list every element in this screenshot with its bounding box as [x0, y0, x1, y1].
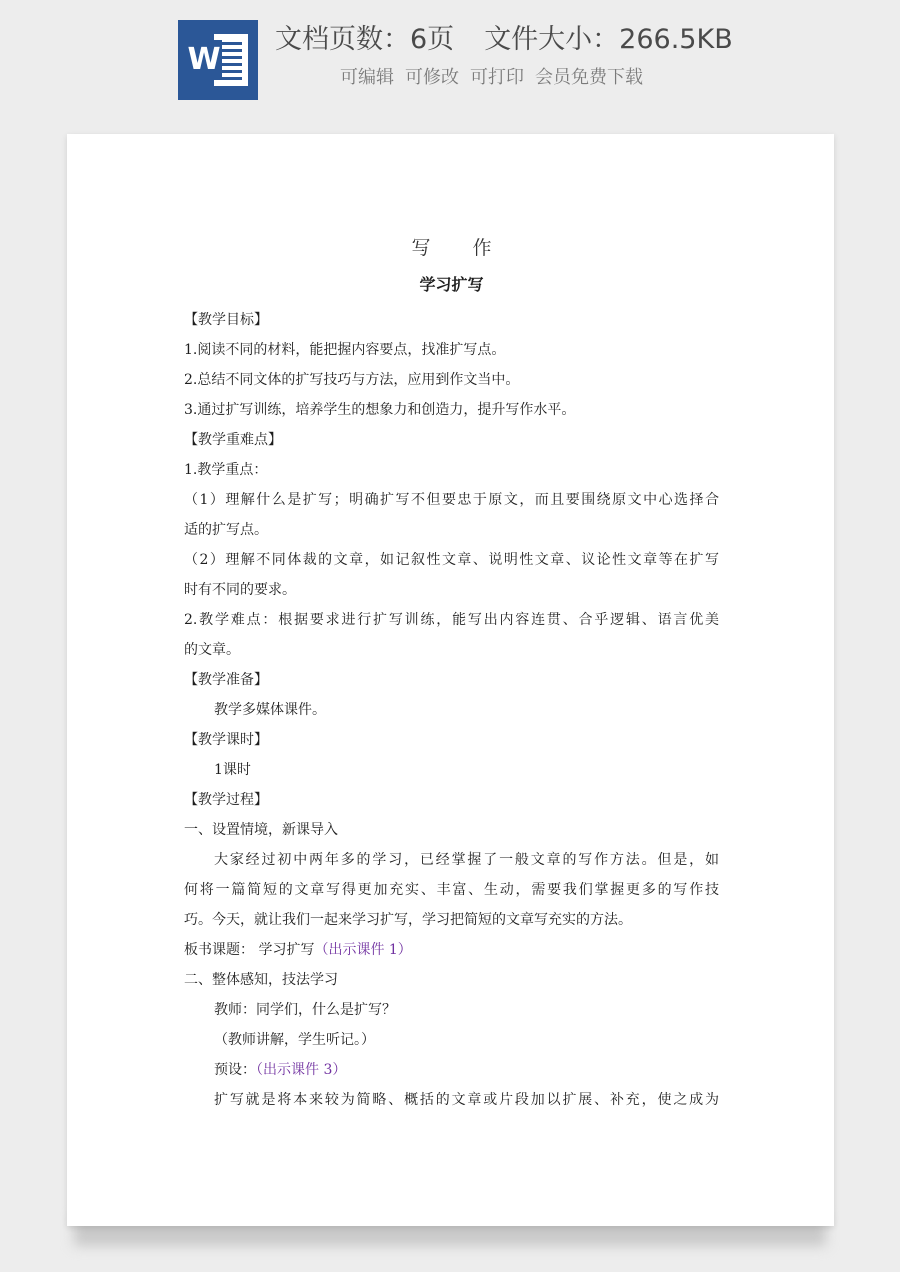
section-heading: 【教学准备】 — [184, 672, 268, 688]
board-topic: 板书课题： 学习扩写 — [184, 942, 315, 958]
paragraph-line: 二、整体感知，技法学习 — [184, 972, 338, 988]
word-letter: W — [186, 40, 222, 80]
document-body — [184, 231, 719, 1115]
preset-label: 预设： — [214, 1062, 256, 1078]
section-heading: 【教学课时】 — [184, 732, 268, 748]
file-size: 文件大小：266.5KB — [484, 24, 733, 55]
document-page — [67, 134, 834, 1226]
feature-editable: 可编辑 — [340, 67, 394, 88]
paragraph-line: 适的扩写点。 — [184, 522, 268, 538]
feature-list — [340, 64, 654, 92]
feature-member-download: 会员免费下载 — [535, 67, 643, 88]
paragraph-line: 2.教学难点：根据要求进行扩写训练，能写出内容连贯、合乎逻辑、语言优美 — [184, 612, 719, 628]
paragraph-line: 1课时 — [214, 762, 251, 778]
paragraph-line: 1.阅读不同的材料，能把握内容要点，找准扩写点。 — [184, 342, 506, 358]
slide-note: （出示课件 1） — [314, 942, 412, 958]
file-info — [275, 18, 763, 62]
section-heading: 【教学重难点】 — [184, 432, 282, 448]
paragraph-line — [184, 1055, 719, 1085]
page-count: 文档页数：6页 — [275, 24, 455, 55]
paragraph-line: 1.教学重点： — [184, 462, 268, 478]
paragraph-line: 3.通过扩写训练，培养学生的想象力和创造力，提升写作水平。 — [184, 402, 576, 418]
word-document-icon — [178, 20, 258, 100]
section-heading: 【教学目标】 — [184, 312, 268, 328]
paragraph-line: （教师讲解，学生听记。） — [214, 1032, 375, 1048]
paragraph-line: 时有不同的要求。 — [184, 582, 296, 598]
paragraph-line: 巧。今天，就让我们一起来学习扩写，学习把简短的文章写充实的方法。 — [184, 912, 632, 928]
slide-note: （出示课件 3） — [256, 1062, 347, 1078]
doc-title: 写 作 — [411, 237, 510, 259]
paragraph-line: 教学多媒体课件。 — [214, 702, 326, 718]
paragraph-line: 的文章。 — [184, 642, 240, 658]
paragraph-line — [184, 935, 719, 965]
paragraph-line: （1）理解什么是扩写；明确扩写不但要忠于原文，而且要围绕原文中心选择合 — [184, 492, 719, 508]
doc-subtitle: 学习扩写 — [419, 275, 484, 294]
feature-printable: 可打印 — [470, 67, 524, 88]
paragraph-line: 扩写就是将本来较为简略、概括的文章或片段加以扩展、补充，使之成为 — [214, 1092, 719, 1108]
section-heading: 【教学过程】 — [184, 792, 268, 808]
paragraph-line: 教师：同学们，什么是扩写？ — [214, 1002, 396, 1018]
paragraph-line: 何将一篇简短的文章写得更加充实、丰富、生动，需要我们掌握更多的写作技 — [184, 882, 719, 898]
paragraph-line: 2.总结不同文体的扩写技巧与方法，应用到作文当中。 — [184, 372, 520, 388]
feature-modifiable: 可修改 — [405, 67, 459, 88]
paragraph-line: （2）理解不同体裁的文章，如记叙性文章、说明性文章、议论性文章等在扩写 — [184, 552, 719, 568]
download-header — [0, 0, 900, 120]
paragraph-line: 一、设置情境，新课导入 — [184, 822, 338, 838]
paragraph-line: 大家经过初中两年多的学习，已经掌握了一般文章的写作方法。但是，如 — [214, 852, 719, 868]
